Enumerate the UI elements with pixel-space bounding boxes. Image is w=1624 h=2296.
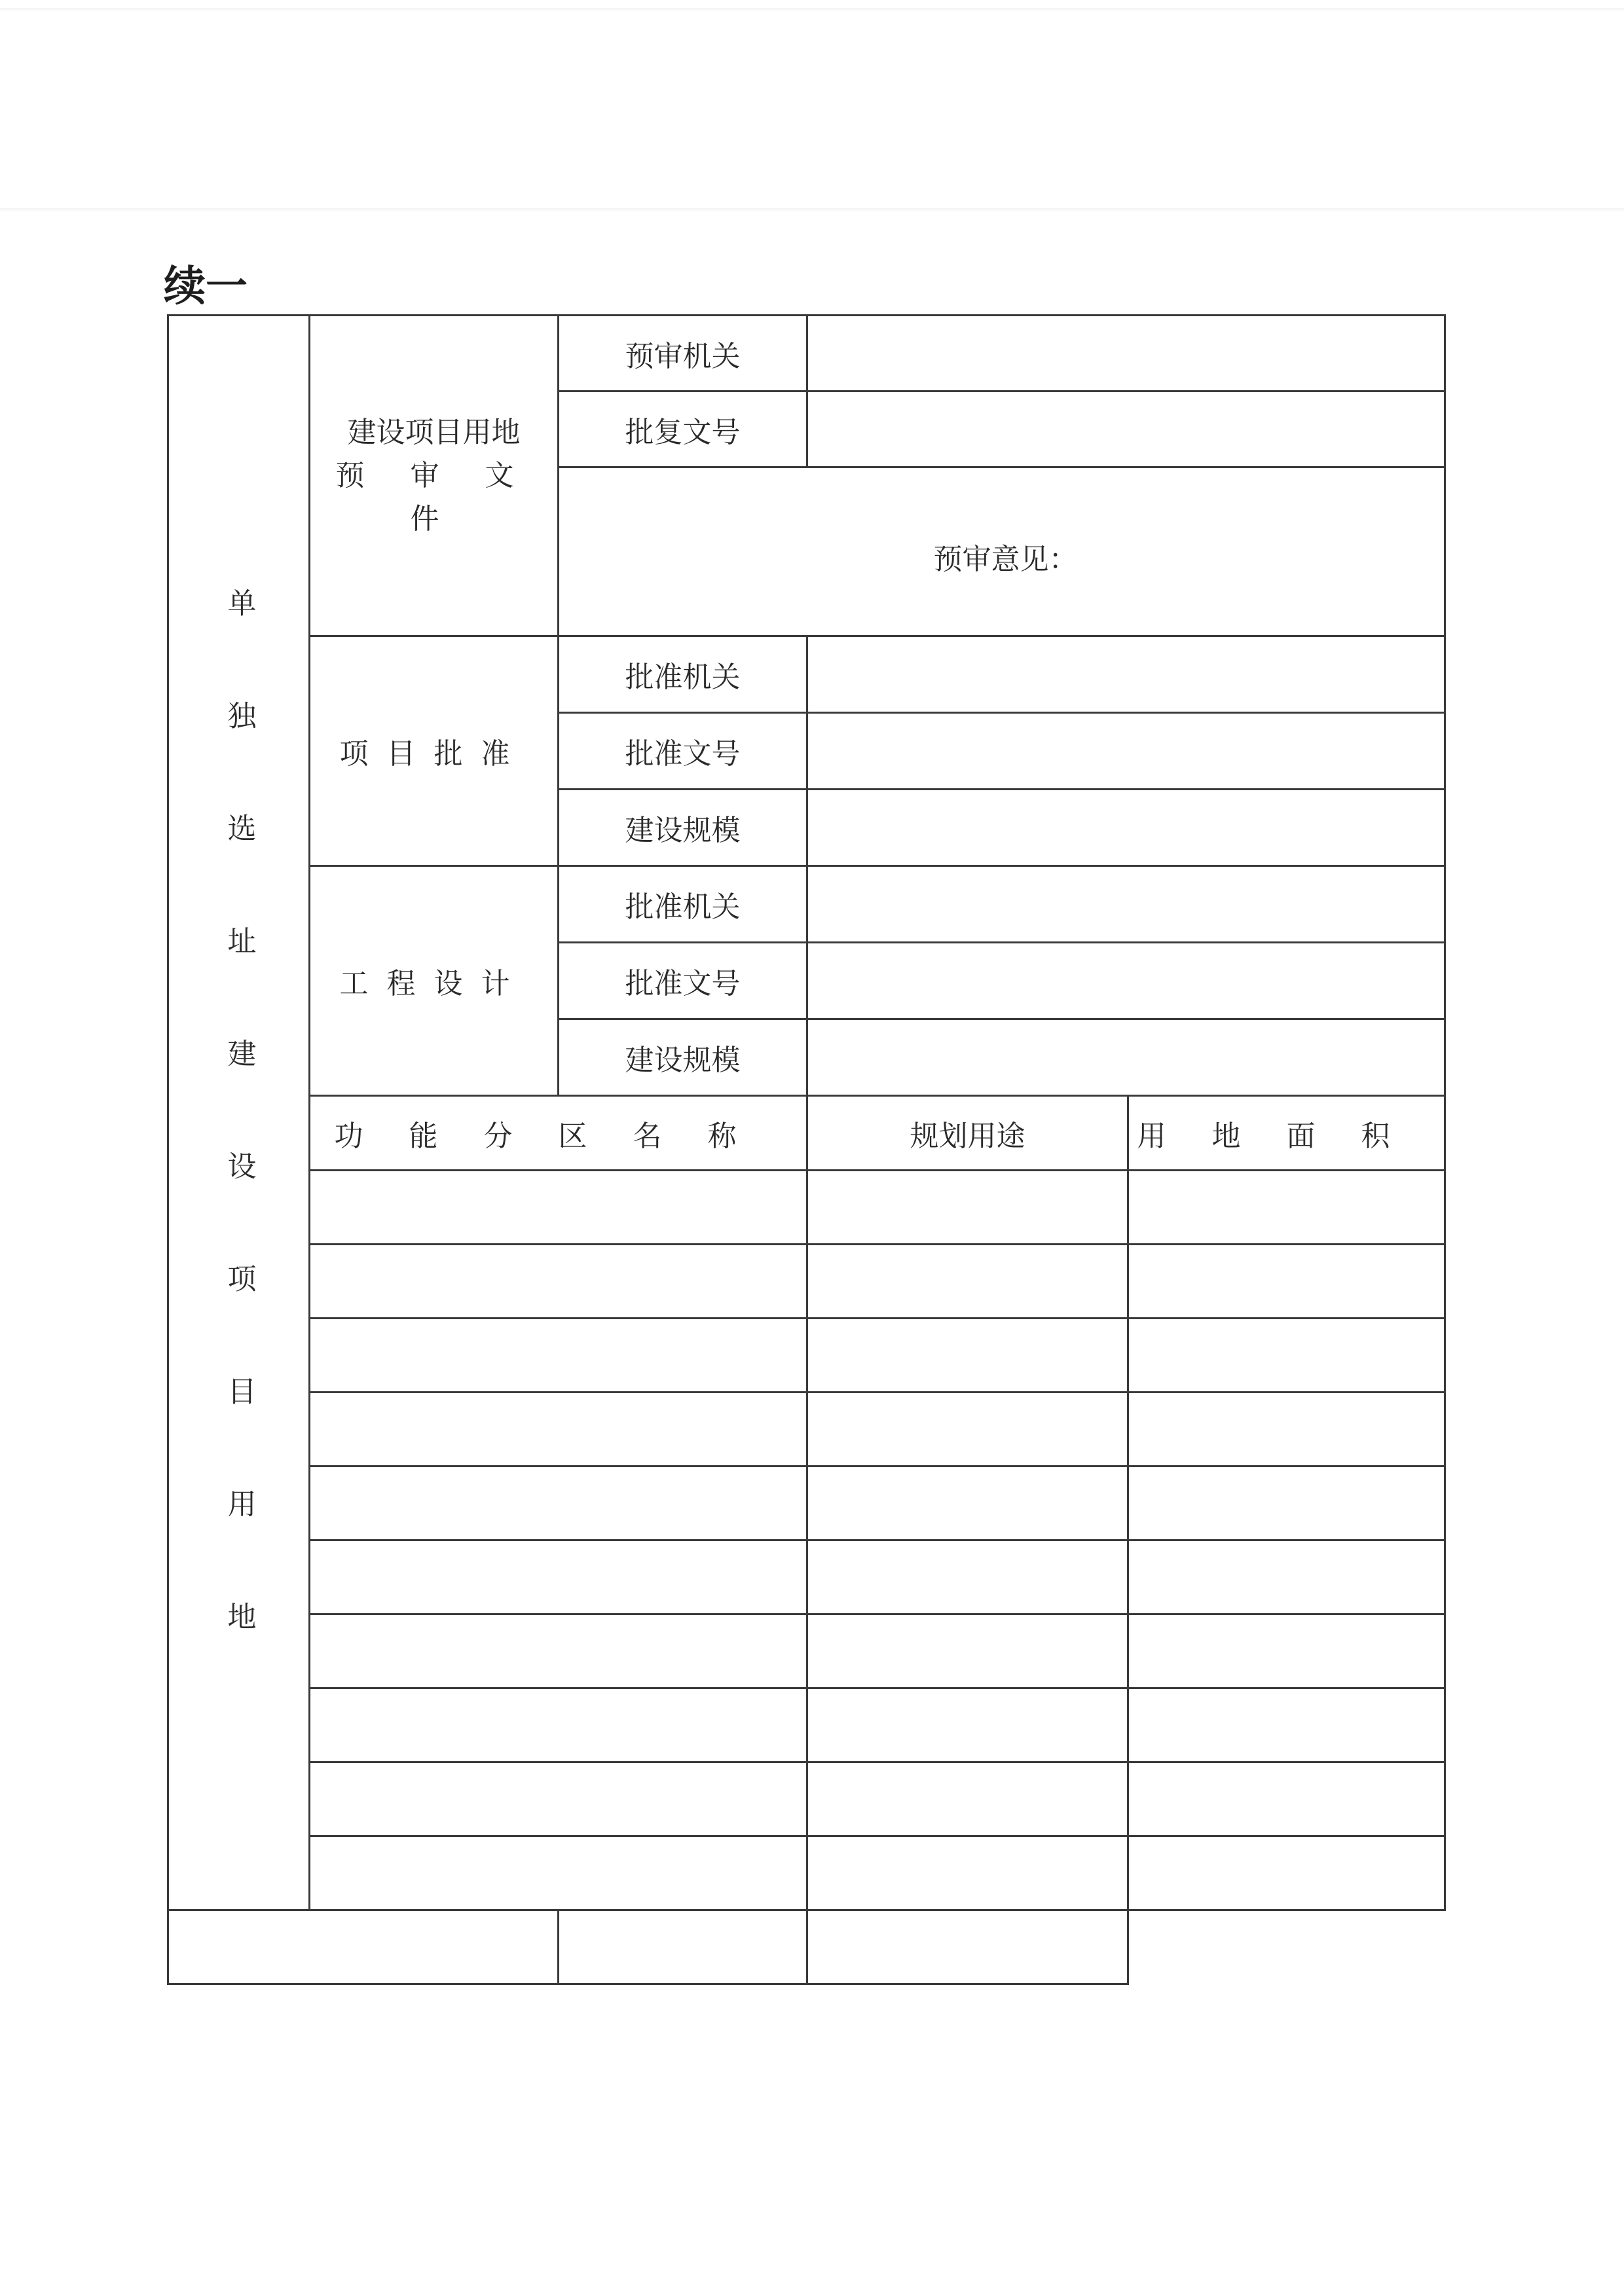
table-row xyxy=(168,1467,1445,1540)
zones-header-use: 规划用途 xyxy=(807,1096,1128,1171)
engineering-design-authority-row xyxy=(168,866,1445,943)
pre-review-label xyxy=(310,411,557,541)
zone-use-cell[interactable] xyxy=(807,1319,1128,1393)
pre-review-opinion-cell[interactable] xyxy=(559,467,1445,636)
zone-area-cell[interactable] xyxy=(1128,1393,1445,1467)
zone-name-cell[interactable] xyxy=(310,1171,807,1245)
zone-use-cell[interactable] xyxy=(807,1762,1128,1836)
pre-review-label-line-1: 建设项目用地 xyxy=(347,415,521,449)
side-label: 单独选址建设项目用地 xyxy=(222,588,256,1714)
table-row xyxy=(168,1171,1445,1245)
project-approval-label: 项目批准 xyxy=(339,737,528,771)
table-row xyxy=(168,1614,1445,1688)
zone-area-cell[interactable] xyxy=(1128,1614,1445,1688)
zone-area-cell[interactable] xyxy=(1128,1540,1445,1614)
zone-name-cell[interactable] xyxy=(310,1836,807,1910)
engineering-design-doc-number-label: 批准文号 xyxy=(559,943,807,1019)
zone-name-cell[interactable] xyxy=(310,1319,807,1393)
engineering-design-scale-label: 建设规模 xyxy=(559,1019,807,1096)
pre-review-authority-value[interactable] xyxy=(807,316,1445,392)
zone-use-cell[interactable] xyxy=(807,1245,1128,1319)
scan-edge-top xyxy=(0,8,1624,12)
engineering-design-scale-value[interactable] xyxy=(807,1019,1445,1096)
table-row xyxy=(168,1319,1445,1393)
zone-area-cell[interactable] xyxy=(1128,1762,1445,1836)
zone-area-cell[interactable] xyxy=(1128,1171,1445,1245)
zone-use-cell[interactable] xyxy=(807,1171,1128,1245)
zone-name-cell[interactable] xyxy=(310,1245,807,1319)
zones-header-area: 用地面积 xyxy=(1128,1096,1445,1171)
project-approval-authority-label: 批准机关 xyxy=(559,636,807,713)
project-approval-doc-number-value[interactable] xyxy=(807,713,1445,790)
table-row xyxy=(168,1910,1445,1984)
zone-use-cell[interactable] xyxy=(559,1910,807,1984)
table-row xyxy=(168,1245,1445,1319)
engineering-design-authority-value[interactable] xyxy=(807,866,1445,943)
project-approval-authority-row xyxy=(168,636,1445,713)
zone-name-cell[interactable] xyxy=(310,1688,807,1762)
project-approval-label-cell xyxy=(310,636,559,866)
side-label-cell xyxy=(168,316,310,1910)
engineering-design-label: 工程设计 xyxy=(339,967,528,1000)
zone-use-cell[interactable] xyxy=(807,1467,1128,1540)
table-row xyxy=(168,1836,1445,1910)
zone-use-cell[interactable] xyxy=(807,1836,1128,1910)
zone-name-cell[interactable] xyxy=(168,1910,559,1984)
pre-review-doc-number-label: 批复文号 xyxy=(559,392,807,467)
zone-use-cell[interactable] xyxy=(807,1614,1128,1688)
zone-area-cell[interactable] xyxy=(1128,1467,1445,1540)
zone-name-cell[interactable] xyxy=(310,1614,807,1688)
zone-use-cell[interactable] xyxy=(807,1688,1128,1762)
scan-band xyxy=(0,208,1624,212)
land-use-form-table xyxy=(167,314,1446,1985)
page-title: 续一 xyxy=(164,263,248,311)
table-row xyxy=(168,1393,1445,1467)
pre-review-label-cell xyxy=(310,316,559,636)
pre-review-authority-label: 预审机关 xyxy=(559,316,807,392)
engineering-design-authority-label: 批准机关 xyxy=(559,866,807,943)
pre-review-authority-row xyxy=(168,316,1445,392)
pre-review-doc-number-value[interactable] xyxy=(807,392,1445,467)
project-approval-scale-value[interactable] xyxy=(807,790,1445,866)
project-approval-doc-number-label: 批准文号 xyxy=(559,713,807,790)
zones-header-row xyxy=(168,1096,1445,1171)
project-approval-scale-label: 建设规模 xyxy=(559,790,807,866)
zone-name-cell[interactable] xyxy=(310,1393,807,1467)
zone-area-cell[interactable] xyxy=(1128,1836,1445,1910)
engineering-design-label-cell xyxy=(310,866,559,1096)
pre-review-label-line-2: 预 审 文 件 xyxy=(335,458,532,536)
zone-area-cell[interactable] xyxy=(1128,1245,1445,1319)
zone-area-cell[interactable] xyxy=(1128,1688,1445,1762)
table-row xyxy=(168,1688,1445,1762)
zone-area-cell[interactable] xyxy=(807,1910,1128,1984)
project-approval-authority-value[interactable] xyxy=(807,636,1445,713)
zones-header-name: 功能分区名称 xyxy=(310,1096,807,1171)
zone-name-cell[interactable] xyxy=(310,1540,807,1614)
table-row xyxy=(168,1540,1445,1614)
zone-use-cell[interactable] xyxy=(807,1540,1128,1614)
zone-use-cell[interactable] xyxy=(807,1393,1128,1467)
pre-review-opinion-label: 预审意见： xyxy=(933,542,1078,576)
table-row xyxy=(168,1762,1445,1836)
zone-name-cell[interactable] xyxy=(310,1762,807,1836)
zone-name-cell[interactable] xyxy=(310,1467,807,1540)
zone-area-cell[interactable] xyxy=(1128,1319,1445,1393)
engineering-design-doc-number-value[interactable] xyxy=(807,943,1445,1019)
